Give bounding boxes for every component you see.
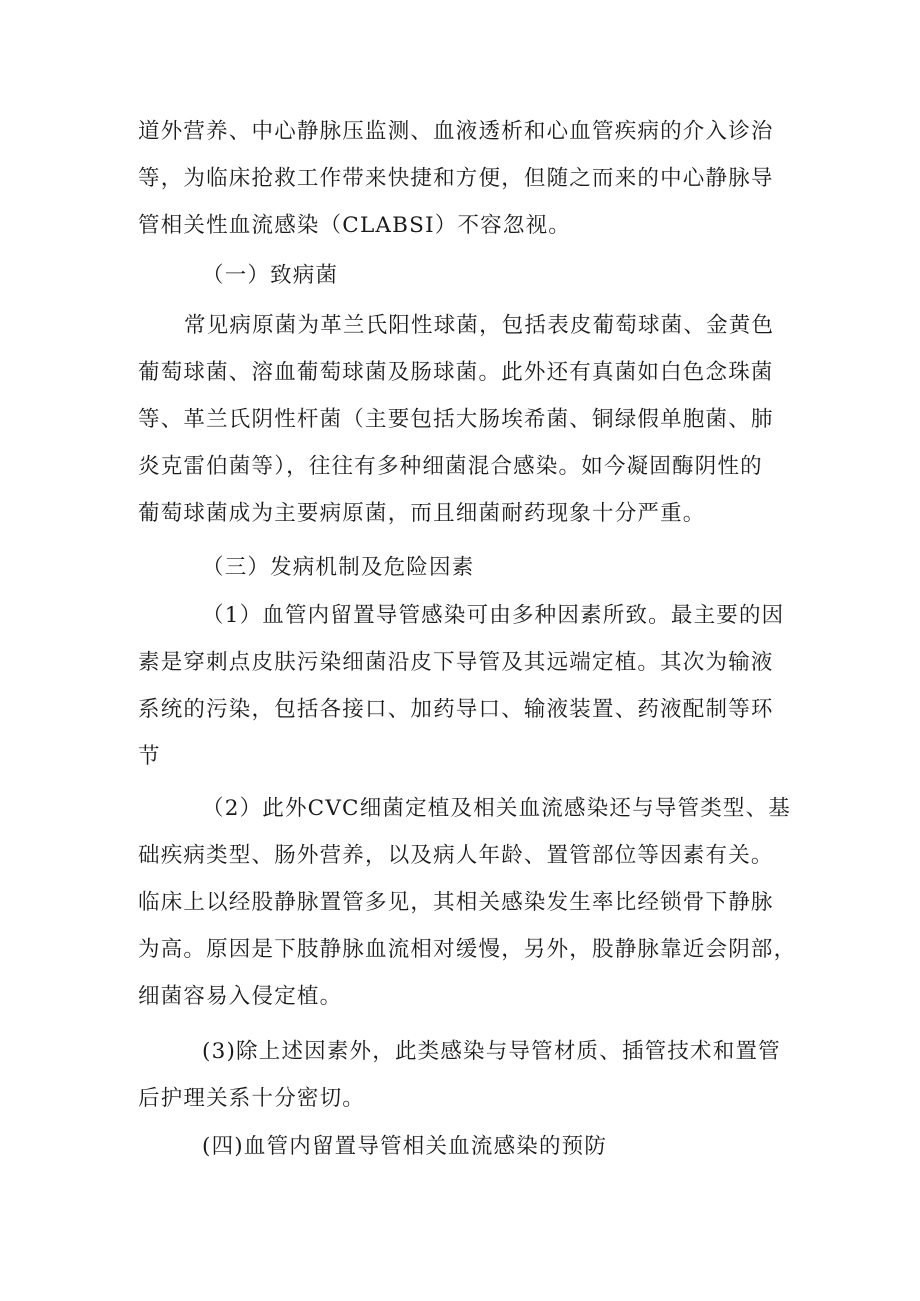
heading-text: （三）发病机制及危险因素 xyxy=(202,555,475,580)
text-line: 常见病原菌为革兰氏阳性球菌，包括表皮葡萄球菌、金黄色 xyxy=(184,313,775,338)
text-line: 等、革兰氏阴性杆菌（主要包括大肠埃希菌、铜绿假单胞菌、肺 xyxy=(138,407,774,432)
text-line: （1）血管内留置导管感染可由多种因素所致。最主要的因 xyxy=(202,603,785,628)
text-line: 细菌容易入侵定植。 xyxy=(138,984,343,1009)
text-line: 节 xyxy=(138,744,161,769)
text-line: (3)除上述因素外，此类感染与导管材质、插管技术和置管 xyxy=(202,1039,781,1064)
section-heading-prevention xyxy=(138,1123,790,1170)
text-line: （2）此外CVC细菌定植及相关血流感染还与导管类型、基 xyxy=(202,796,792,821)
text-line: 管相关性血流感染（CLABSI）不容忽视。 xyxy=(138,213,571,238)
pathogen-paragraph xyxy=(138,302,790,537)
text-line: 葡萄球菌、溶血葡萄球菌及肠球菌。此外还有真菌如白色念珠菌 xyxy=(138,360,774,385)
text-line: 素是穿刺点皮肤污染细菌沿皮下导管及其远端定植。其次为输液 xyxy=(138,650,774,675)
heading-text: (四)血管内留置导管相关血流感染的预防 xyxy=(202,1134,608,1159)
text-line: 础疾病类型、肠外营养，以及病人年龄、置管部位等因素有关。 xyxy=(138,843,774,868)
section-heading-mechanism xyxy=(138,544,790,591)
text-line: 等，为临床抢救工作带来快捷和方便，但随之而来的中心静脉导 xyxy=(138,166,774,191)
intro-paragraph xyxy=(138,108,790,249)
text-line: 临床上以经股静脉置管多见，其相关感染发生率比经锁骨下静脉 xyxy=(138,890,774,915)
mechanism-paragraph-1 xyxy=(138,592,790,780)
text-line: 系统的污染，包括各接口、加药导口、输液装置、药液配制等环 xyxy=(138,697,774,722)
section-heading-pathogen xyxy=(138,252,790,299)
text-line: 为高。原因是下肢静脉血流相对缓慢，另外，股静脉靠近会阴部， xyxy=(138,937,797,962)
text-line: 葡萄球菌成为主要病原菌，而且细菌耐药现象十分严重。 xyxy=(138,501,706,526)
mechanism-paragraph-3 xyxy=(138,1028,790,1122)
text-line: 道外营养、中心静脉压监测、血液透析和心血管疾病的介入诊治 xyxy=(138,119,774,144)
mechanism-paragraph-2 xyxy=(138,785,797,1020)
heading-text: （一）致病菌 xyxy=(202,263,339,288)
text-line: 炎克雷伯菌等），往往有多种细菌混合感染。如今凝固酶阴性的 xyxy=(138,454,763,479)
text-line: 后护理关系十分密切。 xyxy=(138,1086,366,1111)
